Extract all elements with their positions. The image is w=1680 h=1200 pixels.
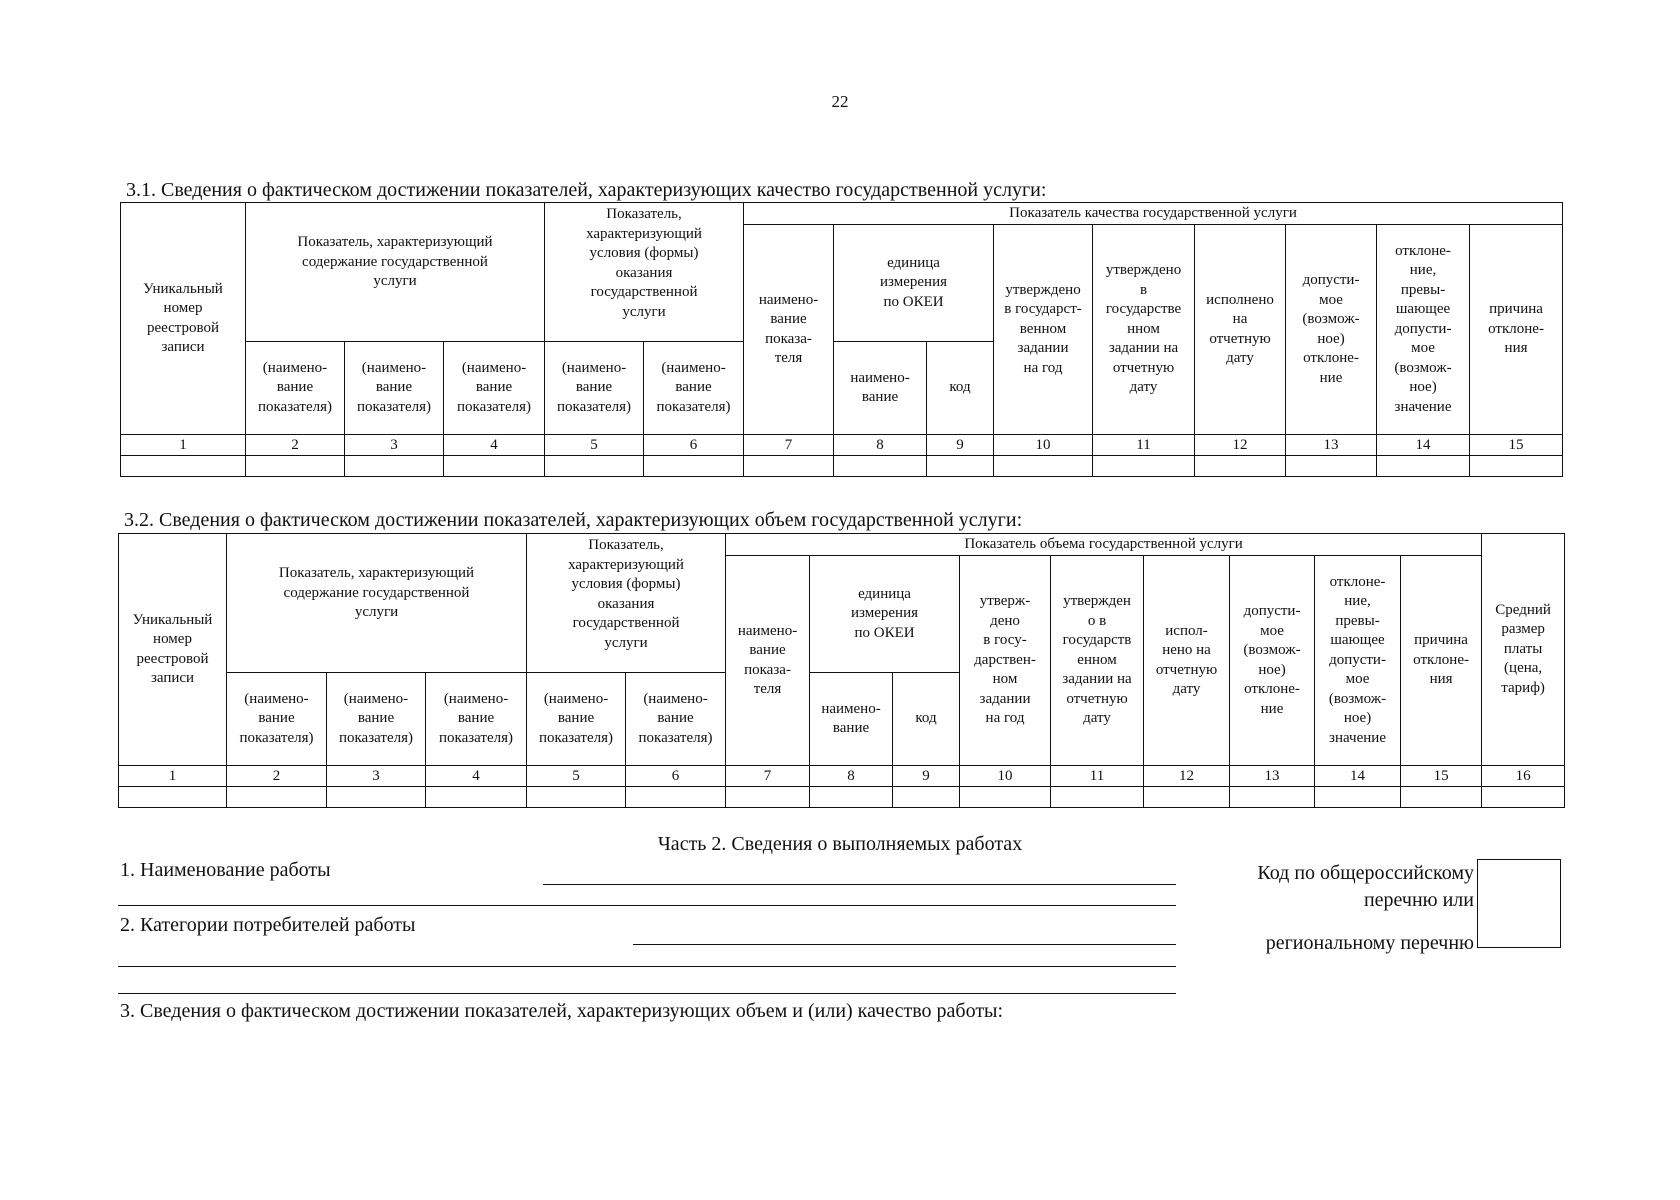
sub-indicator-name: (наимено- вание показателя) bbox=[426, 673, 527, 766]
column-number: 14 bbox=[1315, 766, 1401, 787]
header-executed: исполнено на отчетную дату bbox=[1195, 225, 1286, 435]
sub-indicator-name: (наимено- вание показателя) bbox=[327, 673, 426, 766]
header-approved-date: утвержден о в государств енном задании на отчетную дату bbox=[1051, 556, 1144, 766]
column-number: 9 bbox=[893, 766, 960, 787]
header-deviation-reason: причина отклоне- ния bbox=[1470, 225, 1563, 435]
header-unique-number: Уникальный номер реестровой записи bbox=[119, 534, 227, 766]
header-average-fee: Средний размер платы (цена, тариф) bbox=[1482, 534, 1565, 766]
header-exceeding-deviation: отклоне- ние, превы- шающее допусти- мое (возмож- ное) значение bbox=[1377, 225, 1470, 435]
section-3-title: 3. Сведения о фактическом достижении показателей, характеризующих объем и (или) качество работы: bbox=[120, 1000, 1004, 1022]
code-box[interactable] bbox=[1477, 859, 1561, 948]
table-cell[interactable] bbox=[1093, 456, 1195, 477]
column-number: 11 bbox=[1051, 766, 1144, 787]
table-cell[interactable] bbox=[1230, 787, 1315, 808]
table-cell[interactable] bbox=[960, 787, 1051, 808]
section-3-1-title: 3.1. Сведения о фактическом достижении показателей, характеризующих качество государственной услуги: bbox=[126, 179, 1047, 201]
header-unit-code: код bbox=[893, 673, 960, 766]
header-unit-okei: единица измерения по ОКЕИ bbox=[810, 556, 960, 673]
header-unit-okei: единица измерения по ОКЕИ bbox=[834, 225, 994, 342]
table-cell[interactable] bbox=[893, 787, 960, 808]
header-unit-code: код bbox=[927, 342, 994, 435]
header-unit-name: наимено- вание bbox=[810, 673, 893, 766]
header-deviation-reason: причина отклоне- ния bbox=[1401, 556, 1482, 766]
consumers-input-line[interactable] bbox=[633, 944, 1176, 945]
column-number: 1 bbox=[119, 766, 227, 787]
header-executed: испол- нено на отчетную дату bbox=[1144, 556, 1230, 766]
table-cell[interactable] bbox=[345, 456, 444, 477]
header-allowed-deviation: допусти- мое (возмож- ное) отклоне- ние bbox=[1286, 225, 1377, 435]
column-number: 13 bbox=[1286, 435, 1377, 456]
table-cell[interactable] bbox=[1482, 787, 1565, 808]
column-number: 4 bbox=[426, 766, 527, 787]
column-number: 2 bbox=[227, 766, 327, 787]
column-number: 7 bbox=[726, 766, 810, 787]
header-exceeding-deviation: отклоне- ние, превы- шающее допусти- мое (возмож- ное) значение bbox=[1315, 556, 1401, 766]
table-cell[interactable] bbox=[1144, 787, 1230, 808]
table-cell[interactable] bbox=[545, 456, 644, 477]
table-cell[interactable] bbox=[246, 456, 345, 477]
consumers-label: 2. Категории потребителей работы bbox=[120, 914, 416, 936]
header-approved-year: утверж- дено в госу- дарствен- ном задании на год bbox=[960, 556, 1051, 766]
column-number: 12 bbox=[1144, 766, 1230, 787]
header-quality-indicator: Показатель качества государственной услуги bbox=[744, 203, 1563, 225]
sub-indicator-name: (наимено- вание показателя) bbox=[527, 673, 626, 766]
table-cell[interactable] bbox=[927, 456, 994, 477]
sub-indicator-name: (наимено- вание показателя) bbox=[246, 342, 345, 435]
column-number: 14 bbox=[1377, 435, 1470, 456]
consumers-continuation-line-2[interactable] bbox=[118, 993, 1176, 994]
sub-indicator-name: (наимено- вание показателя) bbox=[626, 673, 726, 766]
column-number: 5 bbox=[545, 435, 644, 456]
table-cell[interactable] bbox=[426, 787, 527, 808]
header-indicator-name: наимено- вание показа- теля bbox=[744, 225, 834, 435]
code-label-line: перечню или bbox=[1363, 889, 1474, 911]
table-cell[interactable] bbox=[1315, 787, 1401, 808]
column-number: 6 bbox=[626, 766, 726, 787]
sub-indicator-name: (наимено- вание показателя) bbox=[545, 342, 644, 435]
header-conditions-indicator: Показатель, характеризующий условия (формы) оказания государственной услуги bbox=[527, 534, 726, 673]
column-number: 7 bbox=[744, 435, 834, 456]
table-cell[interactable] bbox=[527, 787, 626, 808]
column-number: 5 bbox=[527, 766, 626, 787]
header-approved-year: утверждено в государст- венном задании на год bbox=[994, 225, 1093, 435]
table-cell[interactable] bbox=[1195, 456, 1286, 477]
part-2-title: Часть 2. Сведения о выполняемых работах bbox=[657, 833, 1023, 855]
sub-indicator-name: (наимено- вание показателя) bbox=[644, 342, 744, 435]
column-number: 10 bbox=[960, 766, 1051, 787]
volume-indicators-table bbox=[118, 533, 1565, 808]
section-3-2-title: 3.2. Сведения о фактическом достижении показателей, характеризующих объем государственной услуги: bbox=[124, 509, 1023, 531]
header-content-indicator: Показатель, характеризующий содержание государственной услуги bbox=[246, 203, 545, 342]
table-cell[interactable] bbox=[834, 456, 927, 477]
column-number: 2 bbox=[246, 435, 345, 456]
consumers-continuation-line-1[interactable] bbox=[118, 966, 1176, 967]
table-cell[interactable] bbox=[994, 456, 1093, 477]
column-number: 16 bbox=[1482, 766, 1565, 787]
work-name-continuation-line[interactable] bbox=[118, 905, 1176, 906]
page-number: 22 bbox=[831, 92, 849, 111]
column-number: 8 bbox=[834, 435, 927, 456]
header-unique-number: Уникальный номер реестровой записи bbox=[121, 203, 246, 435]
column-number: 15 bbox=[1470, 435, 1563, 456]
column-number: 6 bbox=[644, 435, 744, 456]
column-number: 12 bbox=[1195, 435, 1286, 456]
table-cell[interactable] bbox=[119, 787, 227, 808]
work-name-input-line[interactable] bbox=[543, 884, 1176, 885]
table-cell[interactable] bbox=[1377, 456, 1470, 477]
table-row bbox=[119, 787, 1565, 808]
column-number: 10 bbox=[994, 435, 1093, 456]
sub-indicator-name: (наимено- вание показателя) bbox=[227, 673, 327, 766]
table-cell[interactable] bbox=[744, 456, 834, 477]
sub-indicator-name: (наимено- вание показателя) bbox=[444, 342, 545, 435]
header-conditions-indicator: Показатель, характеризующий условия (формы) оказания государственной услуги bbox=[545, 203, 744, 342]
column-number: 3 bbox=[327, 766, 426, 787]
column-number: 13 bbox=[1230, 766, 1315, 787]
table-cell[interactable] bbox=[327, 787, 426, 808]
table-cell[interactable] bbox=[1401, 787, 1482, 808]
table-cell[interactable] bbox=[726, 787, 810, 808]
column-number: 1 bbox=[121, 435, 246, 456]
column-number: 9 bbox=[927, 435, 994, 456]
code-label-line: Код по общероссийскому bbox=[1257, 862, 1474, 884]
table-row bbox=[121, 456, 1563, 477]
table-cell[interactable] bbox=[1286, 456, 1377, 477]
table-cell[interactable] bbox=[227, 787, 327, 808]
header-content-indicator: Показатель, характеризующий содержание государственной услуги bbox=[227, 534, 527, 673]
header-unit-name: наимено- вание bbox=[834, 342, 927, 435]
table-cell[interactable] bbox=[121, 456, 246, 477]
column-number: 11 bbox=[1093, 435, 1195, 456]
column-number: 15 bbox=[1401, 766, 1482, 787]
table-cell[interactable] bbox=[810, 787, 893, 808]
table-cell[interactable] bbox=[1051, 787, 1144, 808]
header-allowed-deviation: допусти- мое (возмож- ное) отклоне- ние bbox=[1230, 556, 1315, 766]
code-label bbox=[1160, 860, 1474, 957]
code-label-line: региональному перечню bbox=[1265, 932, 1474, 954]
column-number: 8 bbox=[810, 766, 893, 787]
header-volume-indicator: Показатель объема государственной услуги bbox=[726, 534, 1482, 556]
column-number: 3 bbox=[345, 435, 444, 456]
work-name-label: 1. Наименование работы bbox=[120, 859, 331, 881]
table-cell[interactable] bbox=[644, 456, 744, 477]
header-indicator-name: наимено- вание показа- теля bbox=[726, 556, 810, 766]
column-number: 4 bbox=[444, 435, 545, 456]
sub-indicator-name: (наимено- вание показателя) bbox=[345, 342, 444, 435]
header-approved-date: утверждено в государстве нном задании на отчетную дату bbox=[1093, 225, 1195, 435]
quality-indicators-table bbox=[120, 202, 1563, 477]
table-cell[interactable] bbox=[626, 787, 726, 808]
table-cell[interactable] bbox=[1470, 456, 1563, 477]
table-cell[interactable] bbox=[444, 456, 545, 477]
